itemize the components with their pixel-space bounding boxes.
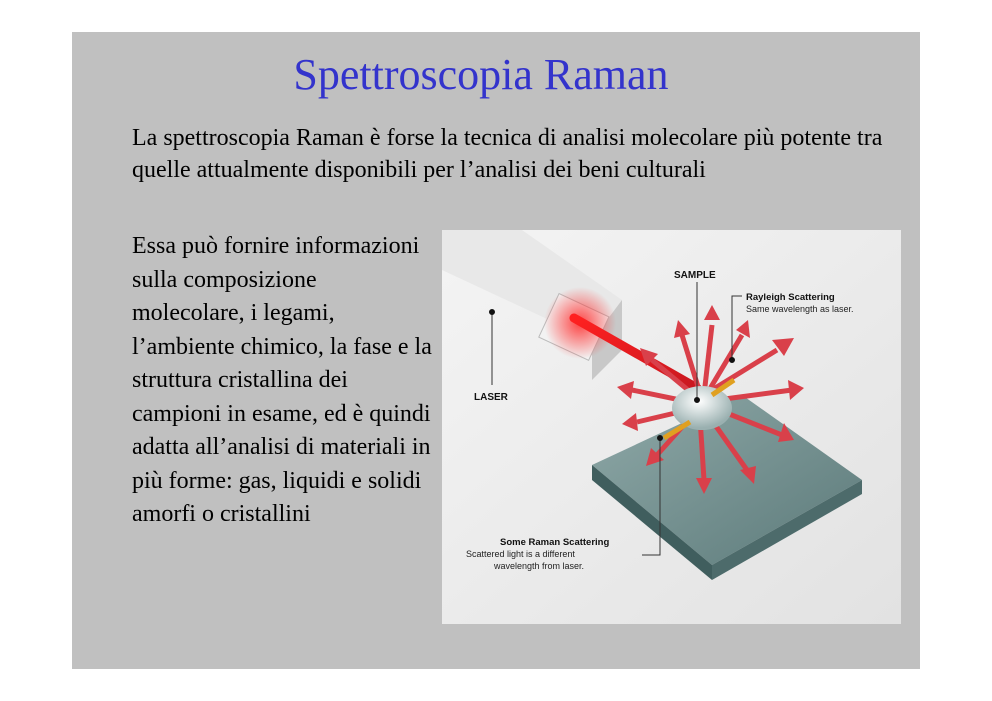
rayleigh-description: Same wavelength as laser. (746, 304, 854, 314)
laser-label: LASER (474, 392, 508, 403)
slide (72, 32, 920, 669)
rayleigh-title: Rayleigh Scattering (746, 292, 835, 303)
description-paragraph: Essa può fornire informazioni sulla composizione molecolare, i legami, l’ambiente chimico, la fase e la struttura cristallina dei campioni in esame, ed è quindi adatta all’analisi di materiali in più forme: gas, liquidi e solidi amorfi o cristallini (132, 233, 432, 527)
raman-description-2: wavelength from laser. (494, 561, 585, 571)
sample-label: SAMPLE (674, 270, 716, 281)
intro-paragraph: La spettroscopia Raman è forse la tecnica di analisi molecolare più potente tra quelle attualmente disponibili per l’analisi dei beni culturali (132, 125, 883, 183)
raman-diagram (442, 230, 901, 624)
slide-title: Spettroscopia Raman (293, 50, 669, 99)
raman-description-1: Scattered light is a different (466, 549, 575, 559)
raman-title: Some Raman Scattering (500, 537, 610, 548)
sample-dome (672, 386, 732, 430)
